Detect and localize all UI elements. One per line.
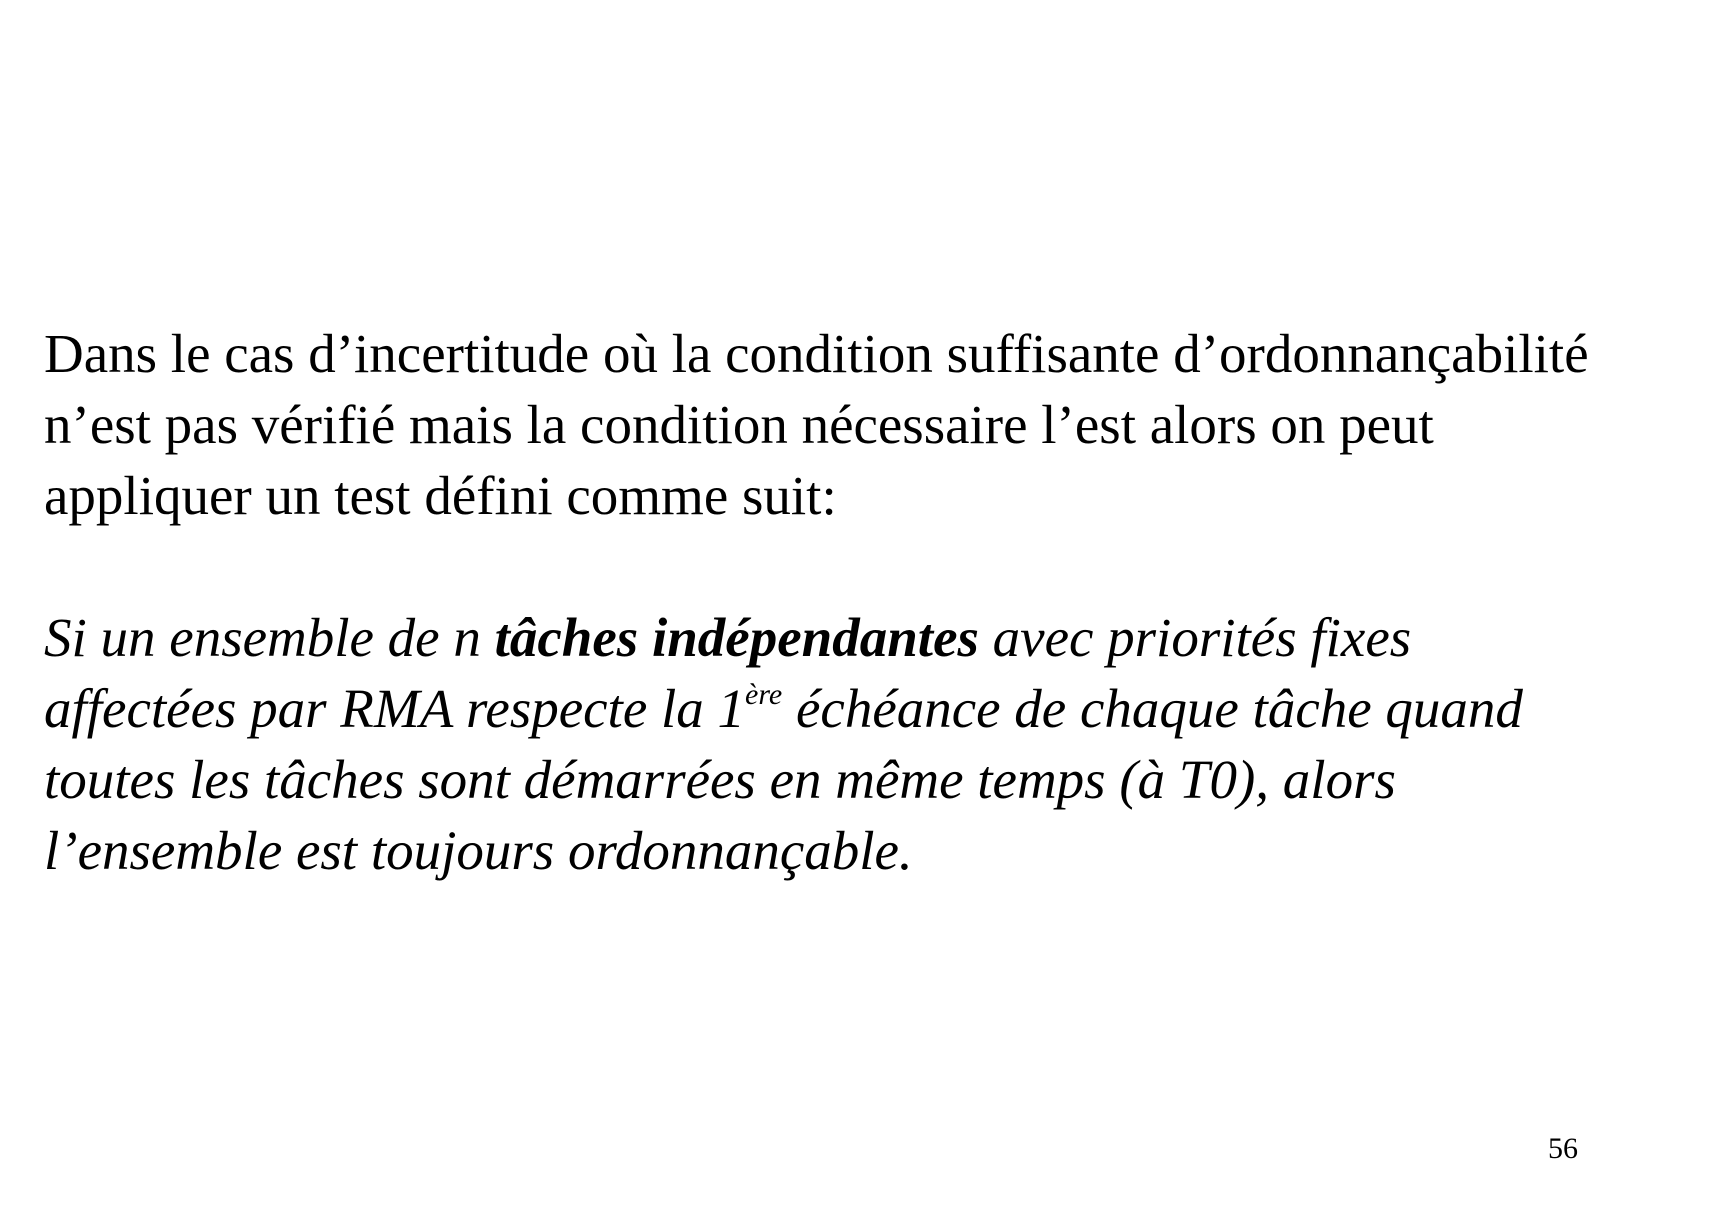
intro-line-1: Dans le cas d’incertitude où la condition suffisante d’ordonnançabilité [44,323,1589,384]
theorem-line-1-end: avec priorités fixes [978,607,1412,668]
theorem-line-3: toutes les tâches sont démarrées en même temps (à T0), alors [44,749,1396,810]
theorem-paragraph [44,602,1704,886]
intro-line-3: appliquer un test défini comme suit: [44,465,837,526]
theorem-line-2-end: échéance de chaque tâche quand [782,678,1523,739]
intro-paragraph [44,318,1704,531]
theorem-emphasis: tâches indépendantes [494,607,979,668]
intro-line-2: n’est pas vérifié mais la condition nécessaire l’est alors on peut [44,394,1434,455]
theorem-line-2 [44,673,1704,744]
theorem-line-4: l’ensemble est toujours ordonnançable. [44,820,913,881]
theorem-line-1 [44,602,1704,673]
theorem-line-1-start: Si un ensemble de n [44,607,495,668]
theorem-line-2-start: affectées par RMA respecte la 1 [44,678,746,739]
page-number: 56 [1548,1132,1578,1165]
superscript-ere: ère [745,677,783,711]
